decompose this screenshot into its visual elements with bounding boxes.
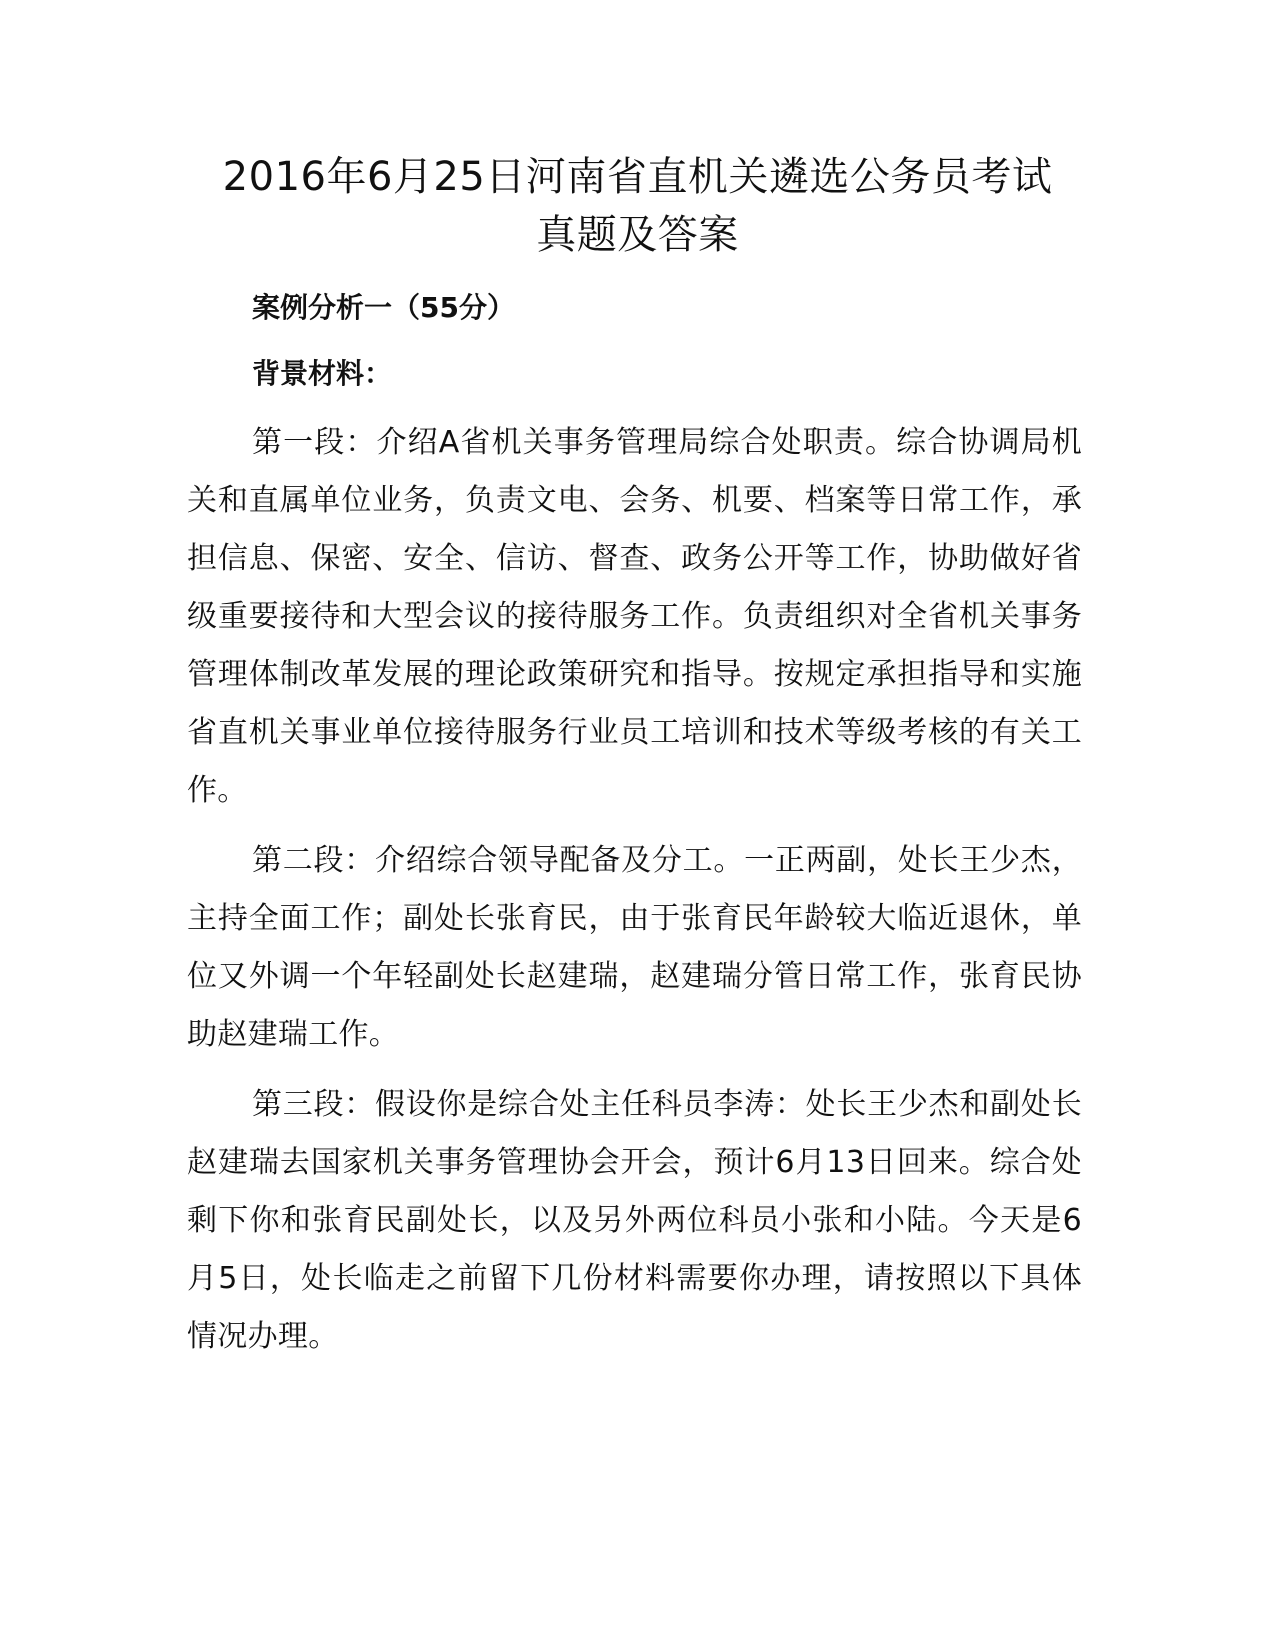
paragraph-2: 第二段：介绍综合领导配备及分工。一正两副，处长王少杰，主持全面工作；副处长张育民，由于张育民年龄较大临近退休，单位又外调一个年轻副处长赵建瑞，赵建瑞分管日常工作，张育民协助赵建瑞工作。 (187, 843, 1082, 1052)
background-label: 背景材料： (252, 357, 393, 390)
title-line-2: 真题及答案 (536, 212, 739, 258)
document-body (187, 282, 1082, 1378)
paragraph-1: 第一段：介绍A省机关事务管理局综合处职责。综合协调局机关和直属单位业务，负责文电、会务、机要、档案等日常工作，承担信息、保密、安全、信访、督查、政务公开等工作，协助做好省级重要接待和大型会议的接待服务工作。负责组织对全省机关事务管理体制改革发展的理论政策研究和指导。按规定承担指导和实施省直机关事业单位接待服务行业员工培训和技术等级考核的有关工作。 (187, 425, 1082, 808)
section-heading: 案例分析一（55分） (252, 291, 515, 324)
paragraph-3: 第三段：假设你是综合处主任科员李涛：处长王少杰和副处长赵建瑞去国家机关事务管理协会开会，预计6月13日回来。综合处剩下你和张育民副处长，以及另外两位科员小张和小陆。今天是6月5日，处长临走之前留下几份材料需要你办理，请按照以下具体情况办理。 (187, 1087, 1082, 1354)
document-title (150, 148, 1125, 264)
title-line-1: 2016年6月25日河南省直机关遴选公务员考试 (222, 154, 1053, 200)
